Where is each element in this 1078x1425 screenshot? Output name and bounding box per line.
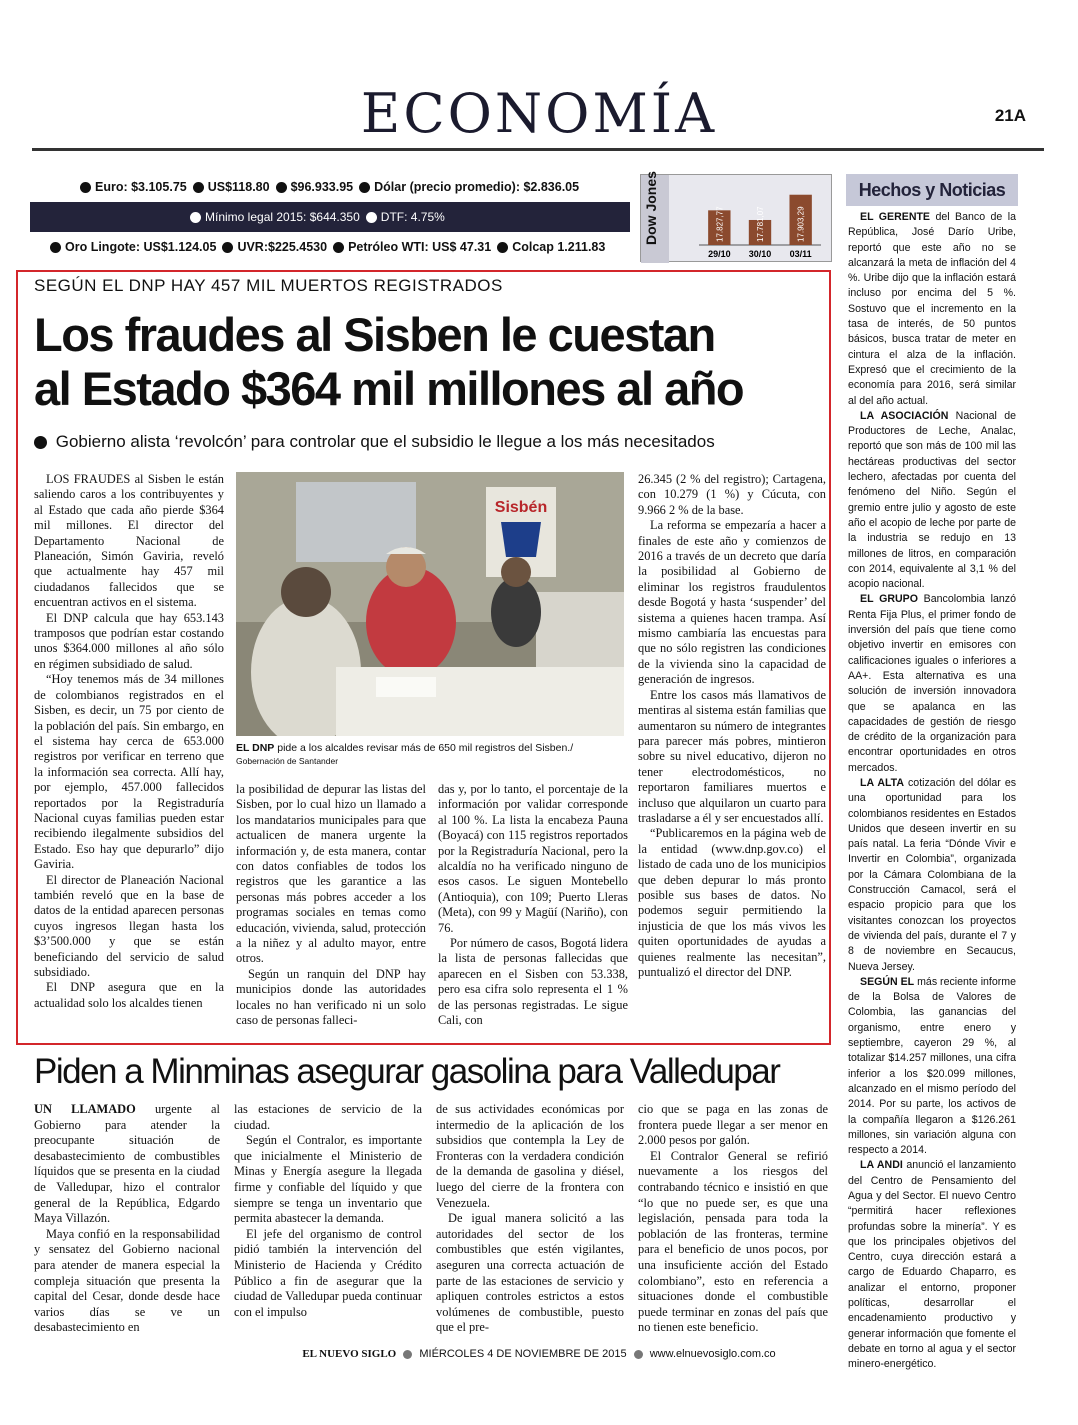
sidebar-item: [848, 409, 1016, 593]
sidebar-item-text: más reciente informe de la Bolsa de Valores de Colombia, las ganancias del organismo, entre enero y septiembre, cayeron 29 %, al totalizar $14.257 millones, una cifra inferior a los $20.099 millones, alcanzado en el mismo período del 2014. Por su parte, los activos de la compañía llegaron a $126.261 millones, sin variación alguna con respecto a 2014.: [848, 975, 1017, 1157]
photo-illustration: [236, 472, 624, 736]
bullet-icon: [193, 182, 204, 193]
indicator-dtf: DTF: 4.75%: [380, 210, 445, 224]
headline-line-2: al Estado $364 mil millones al año: [34, 362, 744, 415]
indicator-colcap: Colcap 1.211.83: [512, 240, 606, 254]
paragraph: El director de Planeación Nacional también reveló que en la base de datos de la entidad aparecen personas cuyos ingresos llegan hasta los $3’500.000 y que se están beneficiando del servicio de salud subsidiado.: [34, 872, 224, 979]
page-number: 21A: [994, 106, 1026, 125]
photo-sign: Sisbén: [494, 499, 548, 516]
sidebar-item-lead: SEGÚN EL: [860, 975, 915, 988]
sidebar-item-lead: EL GRUPO: [860, 593, 918, 606]
photo-caption: [236, 742, 624, 768]
caption-text: pide a los alcaldes revisar más de 650 mil registros del Sisben./: [274, 742, 574, 754]
sidebar-item: [848, 592, 1016, 776]
indicator-value: $96.933.95: [290, 180, 354, 194]
indicator-petroleo: Petróleo WTI: US$ 47.31: [348, 240, 492, 254]
paragraph: El jefe del organismo de control pidió también la intervención del Ministerio de Hacienda y Crédito Público a fin de asegurar que la ciudad de Valledupar pueda continuar con el impulso: [234, 1226, 422, 1319]
dow-jones-tick-label: 30/10: [748, 249, 772, 259]
main-story: [16, 270, 831, 1045]
paragraph: [34, 1102, 220, 1227]
dow-jones-tick-label: 29/10: [708, 249, 731, 259]
sidebar-item: [848, 1158, 1016, 1372]
paragraph: De igual manera solicitó a las autoridades del sector de los combustibles que estén vigilantes, aseguren una correcta actuación de parte de las estaciones de servicio y apliquen controles estrictos a estos volúmenes de combustible, puesto que el pre-: [436, 1211, 624, 1335]
sidebar-item-text: Bancolombia lanzó Renta Fija Plus, el primer fondo de inversión del país que tiene como objetivo invertir en emisores con calificaciones iguales o inferiores a AA+. Esta alternativa es una solución de inversión innovadora que se apalanca en las capacidades de gestión de riesgo de crédito de la organización para encontrar oportunidades en otros mercados.: [848, 593, 1016, 774]
sidebar-item-lead: EL GERENTE: [860, 211, 931, 223]
page-footer: [0, 1348, 1078, 1360]
story-headline: [34, 308, 824, 416]
bullet-icon: [366, 212, 377, 223]
footer-url: www.elnuevosiglo.com.co: [649, 1348, 776, 1360]
paragraph: La reforma se empezaría a hacer a finales de este año y comienzos de 2016 a través de un decreto que daría la posibilidad al Gobierno de eliminar los registros fraudulentos desde Bogotá y hasta ‘suspender’ del sistema a quienes hacen trampa. Así mismo cambiaría las encuestas para que no sólo registren las condiciones de la vivienda sino la capacidad de generación de ingresos.: [638, 518, 826, 687]
story2-headline: Piden a Minminas asegurar gasolina para Valledupar: [34, 1052, 780, 1091]
story2-column-3: [436, 1102, 624, 1336]
headline-line-1: Los fraudes al Sisben le cuestan: [34, 308, 715, 361]
story2-column-1: [34, 1102, 220, 1336]
paragraph: El Contralor General se refirió nuevamente a los riesgos del contrabando técnico e insistió en que “lo que no puede ser, es que una legislación, pensada para toda la población de las fronteras, termine para el beneficio de unos pocos, por una insuficiente acción del Estado colombiano”, esto en referencia a situaciones donde el combustible puede terminar en zonas del país que no tienen este beneficio.: [638, 1148, 828, 1335]
sidebar-item: [848, 776, 1016, 975]
paragraph: “Publicaremos en la página web de la entidad (www.dnp.gov.co) el listado de cada uno de los municipios que deben depurar lo más pronto posible sus bases de datos. No podemos seguir permitiendo la injusticia de que los más vivos les quiten oportunidades de ayudas a quienes realmente las necesitan”, puntualizó el director del DNP.: [638, 826, 826, 979]
dow-jones-value-label: 17.903,29: [796, 206, 806, 242]
sidebar-title: Hechos y Noticias: [846, 174, 1018, 206]
paragraph: las estaciones de servicio de la ciudad.: [234, 1102, 422, 1132]
paragraph-text: urgente al Gobierno para atender la preocupante situación de desabastecimiento de combustibles líquidos que se presenta en la ciudad de Valledupar, hizo el contralor general de la República, Edgardo Maya Villazón.: [34, 1102, 220, 1226]
section-title: ECONOMÍA: [360, 82, 718, 145]
sidebar-item-lead: LA ANDI: [860, 1159, 903, 1172]
caption-lead: EL DNP: [236, 742, 275, 754]
photo-credit: Gobernación de Santander: [236, 756, 339, 766]
paragraph: El DNP calcula que hay 653.143 tramposos que podrían estar costando unos $364.000 millones al año sólo en régimen subsidiado de salud.: [34, 610, 224, 671]
indicator-euro: Euro: $3.105.75: [95, 180, 187, 194]
indicators-row-1: [30, 174, 630, 200]
deck-text: Gobierno alista ‘revolcón’ para controlar que el subsidio le llegue a los más necesitados: [55, 432, 715, 451]
sidebar-item: [848, 975, 1016, 1159]
bullet-icon: [403, 1350, 412, 1359]
top-rule: [32, 148, 1044, 151]
dow-jones-tick-label: 03/11: [789, 249, 812, 259]
dow-jones-value-label: 17.827,77: [715, 206, 725, 242]
market-indicators: [30, 174, 630, 260]
sidebar-item-lead: LA ALTA: [860, 776, 905, 789]
sidebar-item-text: del Banco de la República, José Darío Uribe, reportó que este año no se alcanzará la meta de inflación del 4 %. Uribe dijo que la inflación estará incluso por encima del 5 %. Sostuvo que el incremento en la tasa de interés, de 50 puntos básicos, busca tratar de meter en cintura el alza de la inflación. Expresó que el crecimiento de la economía para 2016, será similar al del año actual.: [848, 211, 1017, 407]
sidebar-item: [848, 210, 1016, 409]
story2-column-4: [638, 1102, 828, 1336]
bullet-icon: [276, 182, 287, 193]
sisben-office-photo: [236, 472, 624, 736]
bullet-icon: [80, 182, 91, 193]
bullet-icon: [359, 182, 370, 193]
bullet-icon: [222, 242, 233, 253]
story2-column-2: [234, 1102, 422, 1320]
bullet-icon: [50, 242, 61, 253]
paragraph: “Hoy tenemos más de 34 millones de colombianos registrados en el Sisben, es decir, un 75 por ciento de la población del país. Sin embargo, en el sistema hay cerca de 653.000 registros por verificar en terreno que la información sea correcta. Allí hay, por ejemplo, 457.000 fallecidos reportados por la Registraduría Nacional cuyas familias pueden estar recibiendo ilegalmente subsidios del Estado. Eso hay que depurarlo” dijo Gaviria.: [34, 672, 224, 872]
indicators-row-3: [30, 234, 630, 260]
paragraph: Entre los casos más llamativos de mentiras al sistema están familias que aumentaron su número de integrantes para parecer más pobres, mintieron sobre su nivel educativo, dijeron no tener electrodomésticos, no reportaron familiares muertos e incluso que alquilaron un cuarto para trasladarse a él y ser encuestados allí.: [638, 687, 826, 825]
story-column-4: [638, 472, 826, 980]
indicator-dolar: Dólar (precio promedio): $2.836.05: [374, 180, 580, 194]
sidebar-item-text: cotización del dólar es una oportunidad para los colombianos residentes en Estados Unidos que deseen invertir en su país natal. La feria “Dónde Vivir e Invertir en Colombia”, organizada por la Cámara Colombiana de la Construcción Camacol, será el espacio propicio para que los visitantes conozcan los proyectos de vivienda del país, durante el 7 y 8 de noviembre en Secaucus, Nueva Jersey.: [848, 776, 1017, 973]
sidebar-item-text: anunció el lanzamiento del Centro de Pensamiento del Agua y del Sector. El nuevo Centro “permitirá hacer reflexiones profundas sobre la minería”. Y es que los principales objetivos del Centro, cuya dirección estará a cargo de Eduardo Chaparro, es analizar el entorno, proponer políticas, desarrollar el encadenamiento productivo y generar información que fomente el debate en torno al agua y el sector minero-energético.: [848, 1159, 1016, 1371]
sidebar-item-lead: LA ASOCIACIÓN: [860, 409, 949, 422]
dow-jones-plot: [669, 175, 831, 263]
dow-jones-label: Dow Jones: [643, 171, 659, 245]
bullet-icon: [190, 212, 201, 223]
paragraph: cio que se paga en las zonas de frontera puede llegar a ser menor en 2.000 pesos por galón.: [638, 1102, 828, 1148]
dow-jones-value-label: 17.781,07: [756, 206, 765, 242]
paragraph: das y, por lo tanto, el porcentaje de la información por validar corresponde al 100 %. La lista la encabeza Pauna (Boyacá) con 115 registros reportados por la Registraduría Nacional, pero la alcaldía no ha verificado ninguno de esos casos. Le siguen Montebello (Antioquia), con 109; Puerto Lleras (Meta), con 99 y Magüí (Nariño), con 76.: [438, 782, 628, 935]
paragraph: 26.345 (2 % del registro); Cartagena, con 10.279 (1 %) y Cúcuta, con 9.966 2 % de la base.: [638, 472, 826, 517]
dow-jones-label-box: [641, 171, 669, 263]
paragraph: Según un ranquin del DNP hay municipios donde las autoridades locales no han verificado ni un solo caso de personas falleci-: [236, 966, 426, 1028]
footer-paper: EL NUEVO SIGLO: [302, 1348, 397, 1360]
story-deck: [34, 432, 715, 452]
bullet-icon: [34, 436, 47, 449]
paragraph: la posibilidad de depurar las listas del Sisben, por lo cual hizo un llamado a los mandatarios municipales para que actualicen de manera urgente la información y, de esta manera, contar con datos confiables de todos los registros que les garantice a las personas más pobres acceder a los programas sociales en temas como educación, vivienda, salud, protección a la niñez y al adulto mayor, entre otros.: [236, 782, 426, 966]
indicator-uvr: UVR:$225.4530: [237, 240, 328, 254]
paragraph: de sus actividades económicas por intermedio de la aplicación de los subsidios que contempla la Ley de Fronteras con la verdadera condición de la demanda de gasolina y diésel, luego del cierre de la frontera con Venezuela.: [436, 1102, 624, 1210]
indicator-minimo: Mínimo legal 2015: $644.350: [205, 210, 360, 224]
story-column-1: [34, 472, 224, 1011]
indicators-row-2: [30, 202, 630, 232]
paragraph: Según el Contralor, es importante que inicialmente el Ministerio de Minas y Energía asegure la llegada firme y confiable del líquido y que siempre se tenga un inventario que permita abastecer la demanda.: [234, 1133, 422, 1226]
paragraph: Maya confió en la responsabilidad y sensatez del Gobierno nacional para atender de manera especial la compleja situación que presenta la capital del Cesar, donde desde hace varios días se ve un desabastecimiento en: [34, 1226, 220, 1335]
indicator-usd: US$118.80: [207, 180, 270, 194]
bullet-icon: [333, 242, 344, 253]
footer-date: MIÉRCOLES 4 DE NOVIEMBRE DE 2015: [419, 1348, 627, 1360]
story-column-2: [236, 782, 426, 1029]
story2-lead: UN LLAMADO: [34, 1102, 136, 1116]
story-kicker: SEGÚN EL DNP HAY 457 MIL MUERTOS REGISTRADOS: [34, 276, 503, 295]
bullet-icon: [497, 242, 508, 253]
sidebar-body: [846, 206, 1018, 1377]
masthead: [0, 0, 1078, 160]
paragraph: LOS FRAUDES al Sisben le están saliendo caros a los contribuyentes y al Estado que cada año pierde $364 mil millones. El director del Departamento Nacional de Planeación, Simón Gaviria, reveló que actualmente hay 457 mil ciudadanos fallecidos que se encuentran activos en el sistema.: [34, 472, 224, 610]
bullet-icon: [634, 1350, 643, 1359]
sidebar-hechos-y-noticias: [846, 174, 1018, 1371]
indicator-oro: Oro Lingote: US$1.124.05: [65, 240, 217, 254]
paragraph: El DNP asegura que en la actualidad solo los alcaldes tienen: [34, 980, 224, 1010]
paragraph: Por número de casos, Bogotá lidera la lista de personas fallecidas que aparecen en el Sisben con 53.338, pero esa cifra solo representa el 1 % de las personas registradas. Le sigue Cali, con: [438, 936, 628, 1028]
story-column-3: [438, 782, 628, 1029]
sidebar-item-text: Nacional de Productores de Leche, Analac, reportó que son más de 100 mil las hectáreas productivas del sector lechero, afectadas por cuenta del fenómeno del Niño. Según el gremio entre julio y agosto de este año el acopio de leche por parte de la industria se redujo en 13 millones de litros, en comparación con 2014, equivalente al 3,1 % del acopio nacional.: [848, 409, 1016, 591]
dow-jones-chart: [640, 171, 832, 262]
